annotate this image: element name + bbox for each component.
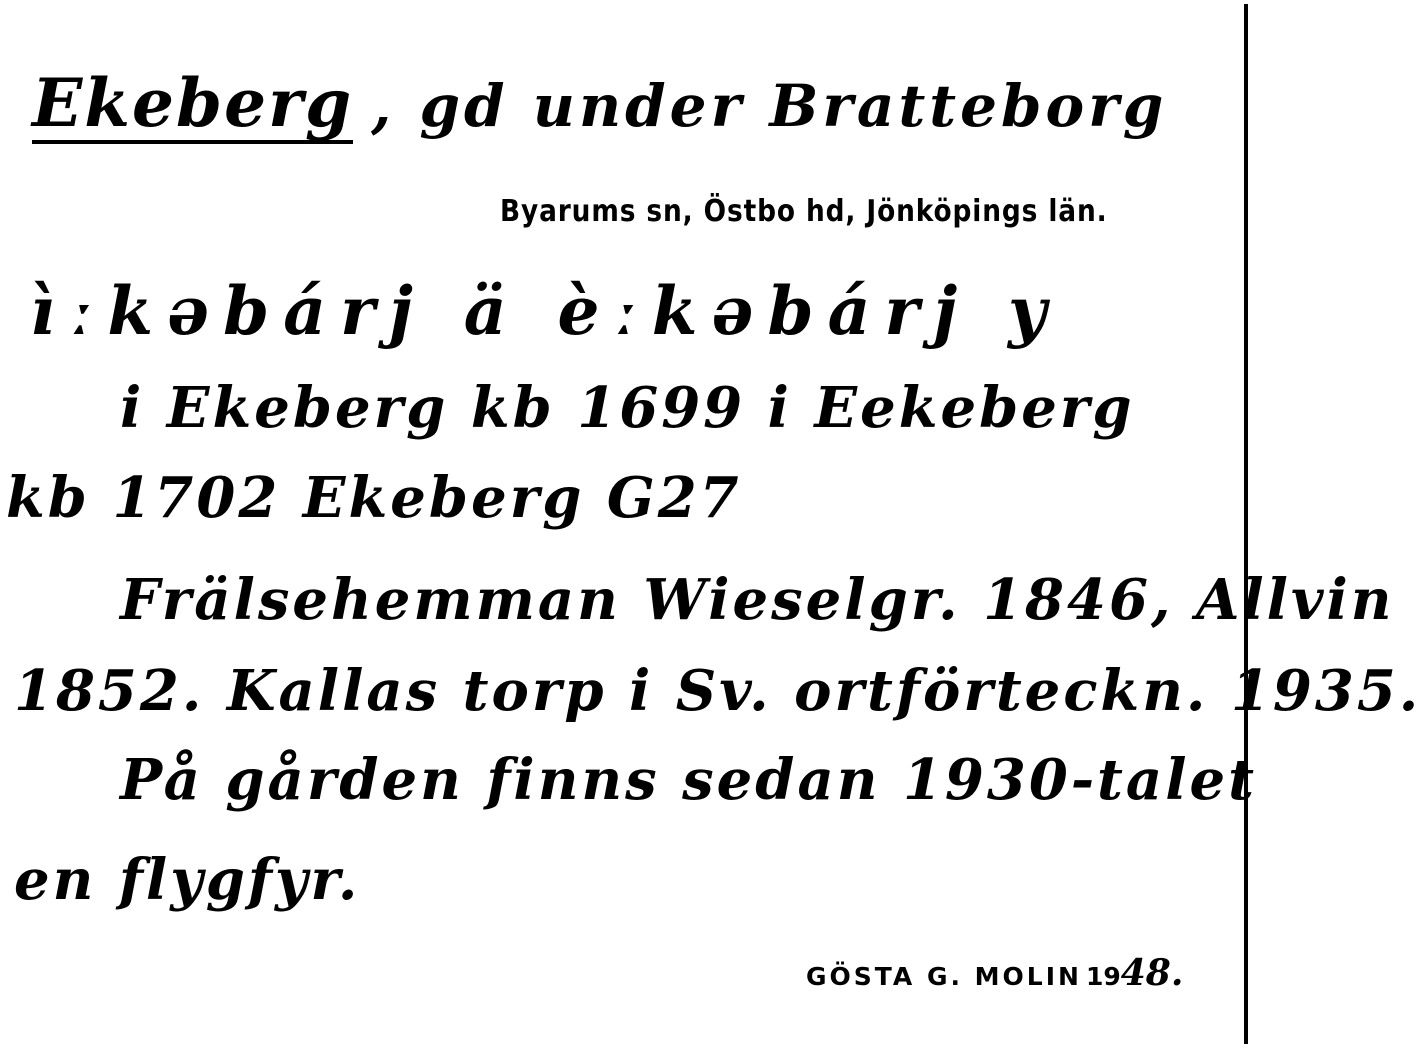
card-title-line bbox=[32, 64, 1168, 144]
location-text: Byarums sn, Östbo hd, Jönköpings län. bbox=[500, 194, 1108, 229]
text-line-5: På gården finns sedan 1930-talet bbox=[120, 747, 1257, 813]
text-line-6: en flygfyr. bbox=[14, 847, 361, 913]
signature-year-handwritten: 48. bbox=[1120, 952, 1184, 994]
signature-name: GÖSTA G. MOLIN bbox=[806, 962, 1082, 991]
card-edge-line bbox=[1244, 4, 1248, 1044]
signature-year-printed: 19 bbox=[1085, 962, 1121, 991]
text-line-3: Frälsehemman Wieselgr. 1846, Allvin bbox=[120, 567, 1395, 633]
title-rest: , gd under Bratteborg bbox=[371, 72, 1168, 140]
pronunciation-text: ìːkəbárj ä èːkəbárj y bbox=[30, 272, 1061, 350]
signature bbox=[806, 952, 1183, 994]
text-line-4: 1852. Kallas torp i Sv. ortförteckn. 1935. bbox=[14, 658, 1421, 724]
text-line-2: kb 1702 Ekeberg G27 bbox=[6, 465, 742, 531]
text-line-1: i Ekeberg kb 1699 i Eekeberg bbox=[120, 375, 1135, 441]
headword: Ekeberg bbox=[32, 64, 354, 142]
